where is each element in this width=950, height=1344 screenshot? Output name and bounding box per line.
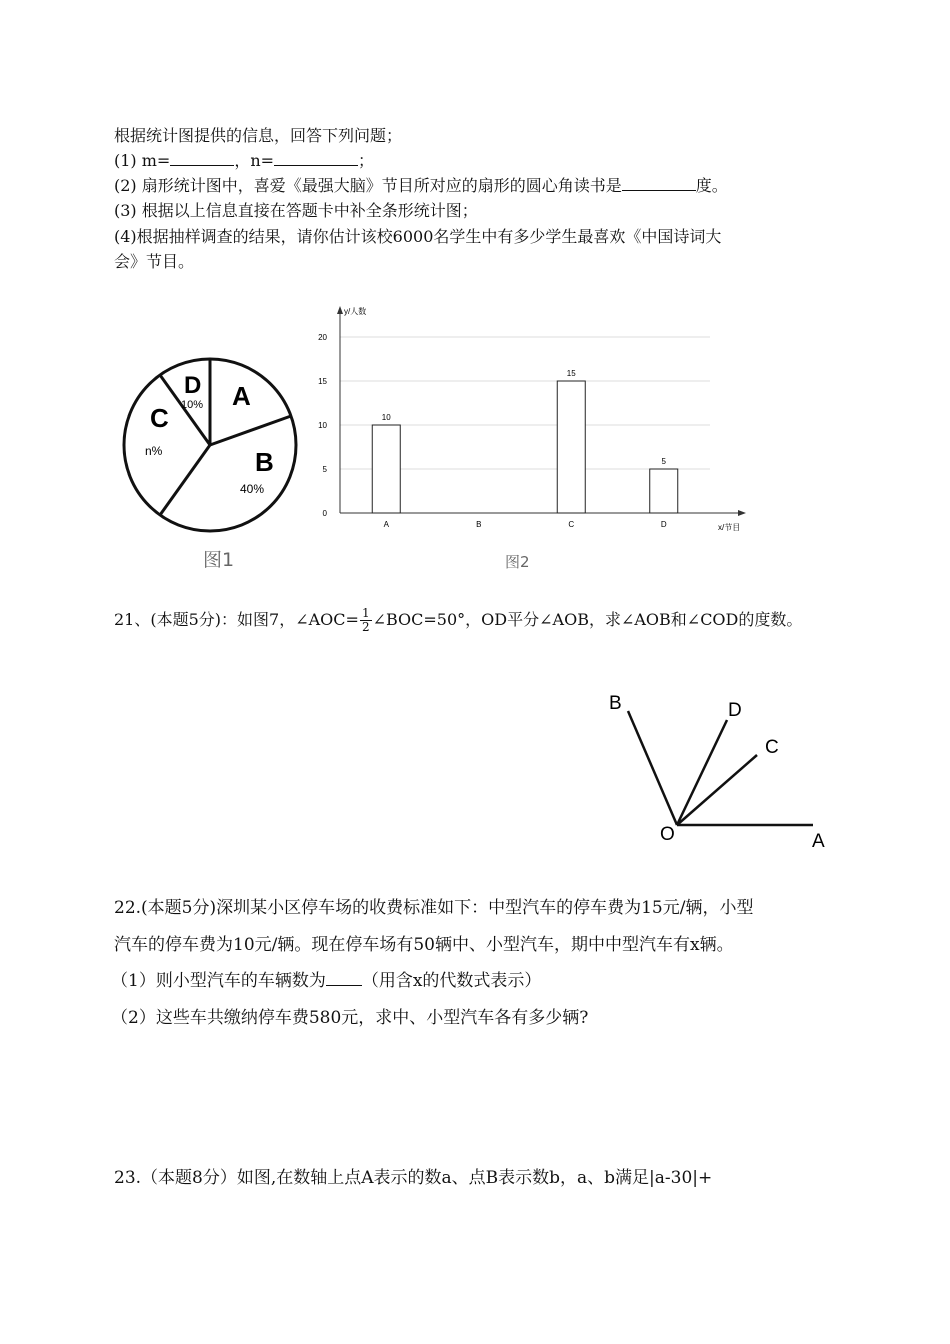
y-axis-label: y/人数 <box>344 307 367 316</box>
point-label-b: B <box>609 693 622 714</box>
point-label-a: A <box>812 831 825 852</box>
q21-prefix: 21、(本题5分)：如图7，∠AOC= <box>114 610 359 629</box>
y-tick-label: 15 <box>318 377 327 386</box>
bar-marks <box>318 333 678 529</box>
y-tick-label: 20 <box>318 333 327 342</box>
q1-suffix: ； <box>358 151 375 170</box>
bar-value-label-d: 5 <box>661 457 666 466</box>
fraction-numerator: 1 <box>361 606 370 620</box>
pie-percent-c: n% <box>145 444 163 458</box>
y-tick-label: 10 <box>318 421 327 430</box>
q1-prefix: (1) m= <box>114 151 171 170</box>
pie-percent-b: 40% <box>240 482 265 496</box>
q21-suffix: ∠BOC=50°，OD平分∠AOB，求∠AOB和∠COD的度数。 <box>372 610 803 629</box>
x-tick-label-b: B <box>476 520 482 529</box>
ray-od <box>677 720 727 825</box>
point-label-o: O <box>660 824 675 845</box>
question-22-part2: （2）这些车共缴纳停车费580元，求中、小型汽车各有多少辆? <box>111 1008 589 1028</box>
bar-value-label-a: 10 <box>381 413 391 422</box>
pie-label-a: A <box>232 381 251 411</box>
bar-chart <box>310 300 760 545</box>
ray-ob <box>628 711 677 825</box>
question-4-line1: (4)根据抽样调查的结果，请你估计该校6000名学生中有多少学生最喜欢《中国诗词大 <box>114 227 722 246</box>
angle-figure <box>595 685 835 855</box>
figure-2-caption: 图2 <box>505 553 530 571</box>
point-label-c: C <box>765 737 779 758</box>
x-tick-label-a: A <box>383 520 389 529</box>
q22-part1-suffix: （用含x的代数式表示） <box>361 971 542 991</box>
bar-value-label-c: 15 <box>566 369 576 378</box>
pie-label-d: D <box>184 372 202 399</box>
x-axis-label: x/节目 <box>718 523 741 532</box>
pie-percent-d: 10% <box>181 399 204 411</box>
q1-mid: ，n= <box>234 151 275 170</box>
bar-c <box>557 381 585 513</box>
pie-chart <box>120 355 305 540</box>
question-23: 23.（本题8分）如图,在数轴上点A表示的数a、点B表示数b，a、b满足|a-30|+ <box>114 1168 713 1188</box>
x-tick-label-c: C <box>568 520 575 529</box>
y-axis-arrow <box>337 306 343 314</box>
question-3: (3) 根据以上信息直接在答题卡中补全条形统计图； <box>114 201 478 220</box>
angle-blank[interactable] <box>622 174 696 191</box>
q2-prefix: (2) 扇形统计图中，喜爱《最强大脑》节目所对应的扇形的圆心角读书是 <box>114 176 622 195</box>
ray-oc <box>677 755 757 825</box>
pie-label-c: C <box>150 403 169 433</box>
x-axis-arrow <box>738 510 746 516</box>
n-blank[interactable] <box>274 149 358 166</box>
fraction-denominator: 2 <box>361 620 370 634</box>
question-2 <box>114 174 728 198</box>
fraction-one-half <box>360 607 372 634</box>
small-car-count-blank[interactable] <box>326 969 362 986</box>
x-tick-label-d: D <box>660 520 667 529</box>
bar-d <box>650 469 678 513</box>
intro-line: 根据统计图提供的信息，回答下列问题； <box>114 126 403 145</box>
point-label-d: D <box>728 700 742 721</box>
question-22-part1 <box>111 968 541 994</box>
question-21 <box>114 605 802 635</box>
figure-1-caption: 图1 <box>203 549 235 571</box>
m-blank[interactable] <box>170 149 234 166</box>
y-tick-label: 0 <box>322 509 327 518</box>
question-4-line2: 会》节目。 <box>114 252 195 271</box>
q2-suffix: 度。 <box>695 176 728 195</box>
q22-part1-prefix: （1）则小型汽车的车辆数为 <box>111 971 326 991</box>
y-tick-label: 5 <box>322 465 327 474</box>
question-22-line1: 22.(本题5分)深圳某小区停车场的收费标准如下：中型汽车的停车费为15元/辆，小型 <box>114 898 754 918</box>
question-1 <box>114 149 374 173</box>
bar-a <box>372 425 400 513</box>
pie-label-b: B <box>255 447 274 477</box>
question-22-line2: 汽车的停车费为10元/辆。现在停车场有50辆中、小型汽车，期中中型汽车有x辆。 <box>114 935 734 955</box>
